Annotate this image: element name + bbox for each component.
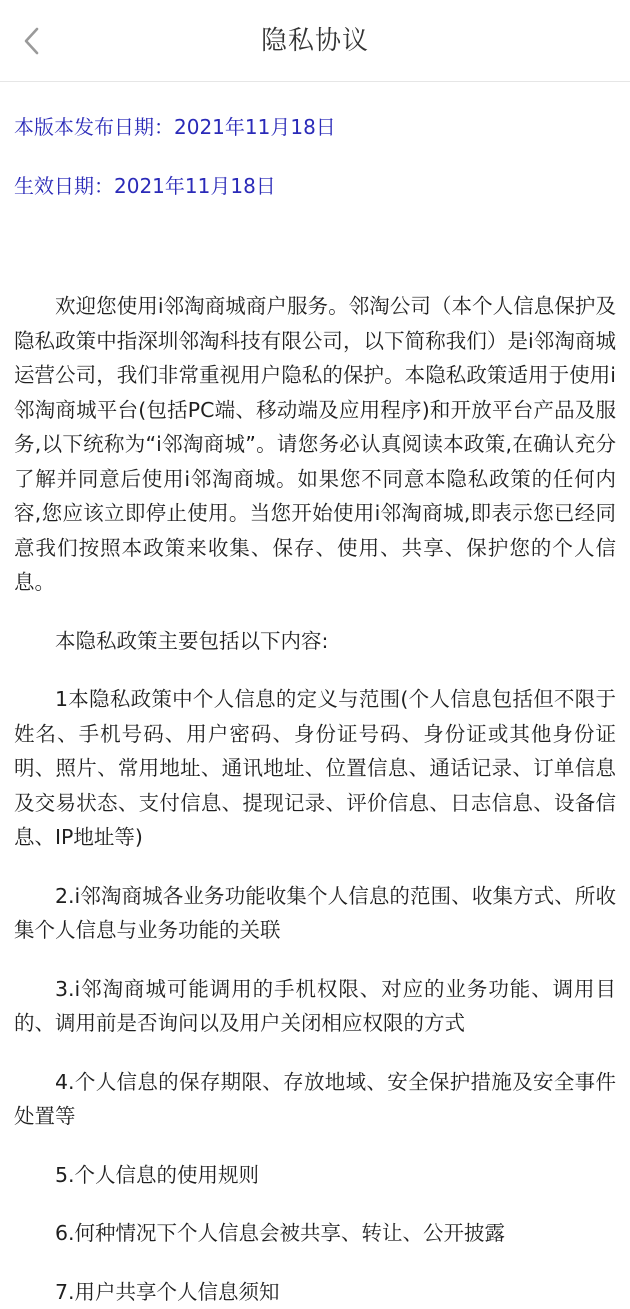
policy-item-3: 3.i邻淘商城可能调用的手机权限、对应的业务功能、调用目的、调用前是否询问以及用户关闭相应权限的方式 [14,972,616,1041]
policy-intro-paragraph: 欢迎您使用i邻淘商城商户服务。邻淘公司（本个人信息保护及隐私政策中指深圳邻淘科技有限公司，以下简称我们）是i邻淘商城运营公司，我们非常重视用户隐私的保护。本隐私政策适用于使用i邻淘商城平台(包括PC端、移动端及应用程序)和开放平台产品及服务,以下统称为“i邻淘商城”。请您务必认真阅读本政策,在确认充分了解并同意后使用i邻淘商城。如果您不同意本隐私政策的任何内容,您应该立即停止使用。当您开始使用i邻淘商城,即表示您已经同意我们按照本政策来收集、保存、使用、共享、保护您的个人信息。 [14,289,616,600]
policy-contents-heading: 本隐私政策主要包括以下内容: [14,624,616,659]
privacy-policy-content [14,82,616,1280]
policy-item-4: 4.个人信息的保存期限、存放地域、安全保护措施及安全事件处置等 [14,1065,616,1134]
effective-date: 生效日期：2021年11月18日 [14,171,616,201]
release-date: 本版本发布日期：2021年11月18日 [14,112,616,142]
page-title: 隐私协议 [0,0,630,82]
policy-item-5: 5.个人信息的使用规则 [14,1158,616,1193]
policy-item-1: 1本隐私政策中个人信息的定义与范围(个人信息包括但不限于姓名、手机号码、用户密码、身份证号码、身份证或其他身份证明、照片、常用地址、通讯地址、位置信息、通话记录、订单信息及交易状态、支付信息、提现记录、评价信息、日志信息、设备信息、IP地址等) [14,682,616,855]
policy-item-7: 7.用户共享个人信息须知 [14,1275,616,1309]
policy-item-6: 6.何种情况下个人信息会被共享、转让、公开披露 [14,1216,616,1251]
nav-bar [0,0,630,82]
policy-item-2: 2.i邻淘商城各业务功能收集个人信息的范围、收集方式、所收集个人信息与业务功能的关联 [14,879,616,948]
